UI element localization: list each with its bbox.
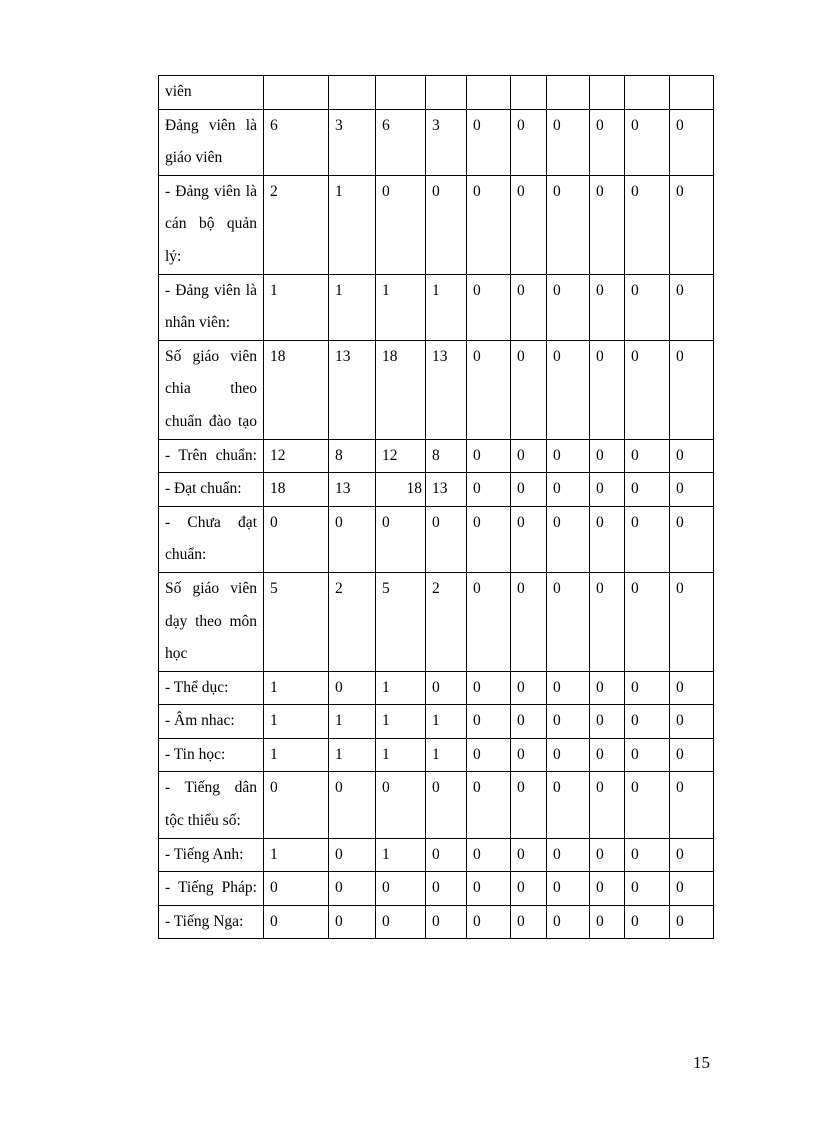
table-cell: 0 [329, 872, 376, 906]
table-cell: 6 [376, 109, 426, 175]
table-cell: 0 [670, 738, 714, 772]
table-cell: 18 [376, 340, 426, 439]
table-row [159, 671, 714, 705]
table-cell: 0 [547, 772, 590, 838]
table-cell: 0 [426, 772, 467, 838]
row-label: - Tiếng dân tộc thiểu số: [159, 772, 264, 838]
table-cell: 0 [625, 175, 670, 274]
table-cell: 0 [511, 175, 547, 274]
table-cell: 18 [264, 473, 329, 507]
row-label: - Tiếng Nga: [159, 905, 264, 939]
row-label: Số giáo viên chia theo chuẩn đào tạo [159, 340, 264, 439]
table-cell: 0 [426, 905, 467, 939]
table-cell [376, 76, 426, 110]
row-label: - Thể dục: [159, 671, 264, 705]
table-cell: 0 [590, 439, 625, 473]
table-cell: 0 [329, 905, 376, 939]
table-cell: 1 [329, 175, 376, 274]
table-cell: 0 [511, 473, 547, 507]
table-cell: 0 [547, 439, 590, 473]
row-label: - Đảng viên là nhân viên: [159, 274, 264, 340]
row-label: - Tiếng Pháp: [159, 872, 264, 906]
table-cell: 0 [511, 506, 547, 572]
table-cell: 1 [376, 705, 426, 739]
table-cell: 0 [264, 506, 329, 572]
table-cell: 0 [511, 109, 547, 175]
table-cell: 0 [590, 274, 625, 340]
table-cell: 13 [329, 473, 376, 507]
table-row [159, 572, 714, 671]
row-label: - Chưa đạt chuẩn: [159, 506, 264, 572]
table-cell [467, 76, 511, 110]
table-cell: 0 [467, 439, 511, 473]
table-cell: 1 [264, 738, 329, 772]
row-label: - Trên chuẩn: [159, 439, 264, 473]
table-cell: 0 [590, 738, 625, 772]
table-cell: 0 [590, 572, 625, 671]
table-cell: 2 [264, 175, 329, 274]
table-cell: 0 [590, 705, 625, 739]
table-cell: 0 [329, 772, 376, 838]
table-cell: 0 [670, 772, 714, 838]
table-cell: 0 [670, 572, 714, 671]
table-cell [329, 76, 376, 110]
table-cell: 0 [511, 671, 547, 705]
table-cell: 0 [467, 772, 511, 838]
table-cell: 0 [511, 340, 547, 439]
row-label: - Tiếng Anh: [159, 838, 264, 872]
table-cell: 0 [670, 109, 714, 175]
statistics-table [158, 75, 714, 939]
table-cell: 0 [511, 872, 547, 906]
table-cell: 8 [426, 439, 467, 473]
table-body [159, 76, 714, 939]
table-cell: 0 [670, 274, 714, 340]
table-row [159, 905, 714, 939]
table-cell [590, 76, 625, 110]
table-cell: 18 [264, 340, 329, 439]
table-cell [264, 76, 329, 110]
table-cell [511, 76, 547, 110]
table-row [159, 473, 714, 507]
row-label: viên [159, 76, 264, 110]
table-row [159, 274, 714, 340]
table-cell: 13 [426, 473, 467, 507]
table-cell: 1 [329, 274, 376, 340]
table-cell: 0 [511, 838, 547, 872]
table-row [159, 872, 714, 906]
table-row [159, 838, 714, 872]
table-cell: 0 [467, 671, 511, 705]
table-cell: 8 [329, 439, 376, 473]
table-cell [625, 76, 670, 110]
table-cell: 0 [511, 572, 547, 671]
table-cell: 0 [329, 671, 376, 705]
table-cell: 0 [329, 838, 376, 872]
table-cell: 0 [670, 340, 714, 439]
table-cell: 0 [625, 506, 670, 572]
table-row [159, 175, 714, 274]
table-cell: 0 [467, 738, 511, 772]
table-cell: 0 [467, 340, 511, 439]
table-cell: 0 [590, 838, 625, 872]
table-cell: 3 [329, 109, 376, 175]
table-cell: 0 [547, 705, 590, 739]
table-row [159, 439, 714, 473]
table-cell: 0 [376, 506, 426, 572]
table-cell: 0 [376, 772, 426, 838]
table-cell: 0 [590, 506, 625, 572]
row-label: - Đạt chuẩn: [159, 473, 264, 507]
table-cell: 3 [426, 109, 467, 175]
table-cell: 0 [547, 738, 590, 772]
row-label: - Tin học: [159, 738, 264, 772]
table-cell: 0 [467, 473, 511, 507]
table-cell: 1 [264, 274, 329, 340]
table-cell: 1 [264, 671, 329, 705]
table-cell: 0 [670, 838, 714, 872]
table-cell: 0 [547, 671, 590, 705]
table-cell: 0 [264, 772, 329, 838]
table-cell: 0 [625, 772, 670, 838]
table-cell: 0 [547, 572, 590, 671]
table-cell: 1 [376, 738, 426, 772]
table-cell: 0 [590, 671, 625, 705]
table-cell: 0 [426, 838, 467, 872]
table-row [159, 738, 714, 772]
table-cell: 0 [547, 872, 590, 906]
table-cell: 0 [467, 838, 511, 872]
table-cell: 0 [467, 175, 511, 274]
table-cell: 0 [329, 506, 376, 572]
page-number: 15 [693, 1053, 710, 1072]
table-cell: 0 [511, 905, 547, 939]
table-cell [670, 76, 714, 110]
table-cell: 18 [376, 473, 426, 507]
table-cell: 0 [511, 738, 547, 772]
table-cell: 0 [625, 738, 670, 772]
table-cell: 1 [426, 738, 467, 772]
table-cell: 0 [467, 274, 511, 340]
table-cell: 0 [625, 109, 670, 175]
table-cell: 0 [376, 872, 426, 906]
table-cell: 1 [329, 705, 376, 739]
table-cell: 0 [625, 439, 670, 473]
table-cell: 0 [511, 772, 547, 838]
table-cell: 0 [547, 175, 590, 274]
table-cell: 2 [426, 572, 467, 671]
table-cell: 0 [670, 506, 714, 572]
table-cell: 0 [426, 671, 467, 705]
table-cell: 5 [376, 572, 426, 671]
table-cell: 0 [547, 838, 590, 872]
table-cell: 12 [264, 439, 329, 473]
table-cell: 0 [467, 905, 511, 939]
table-row [159, 506, 714, 572]
table-cell: 1 [329, 738, 376, 772]
table-cell: 0 [590, 175, 625, 274]
table-cell: 0 [590, 772, 625, 838]
table-cell: 13 [329, 340, 376, 439]
table-cell: 0 [625, 274, 670, 340]
table-cell: 0 [547, 506, 590, 572]
table-cell: 0 [590, 340, 625, 439]
table-cell: 0 [264, 872, 329, 906]
table-cell: 0 [547, 340, 590, 439]
table-cell: 2 [329, 572, 376, 671]
table-cell: 0 [590, 872, 625, 906]
table-cell: 0 [467, 705, 511, 739]
table-cell: 0 [426, 175, 467, 274]
table-cell: 0 [670, 439, 714, 473]
row-label: Đảng viên là giáo viên [159, 109, 264, 175]
table-cell: 0 [625, 905, 670, 939]
table-cell: 0 [467, 872, 511, 906]
row-label: Số giáo viên dạy theo môn học [159, 572, 264, 671]
table-cell: 0 [511, 274, 547, 340]
table-cell: 0 [670, 905, 714, 939]
table-cell: 0 [625, 473, 670, 507]
table-cell: 0 [670, 473, 714, 507]
table-row [159, 705, 714, 739]
table-row [159, 109, 714, 175]
table-cell: 0 [625, 872, 670, 906]
table-cell: 0 [547, 274, 590, 340]
table-cell: 0 [670, 872, 714, 906]
table-cell: 0 [511, 705, 547, 739]
table-cell: 0 [670, 175, 714, 274]
table-cell: 1 [264, 705, 329, 739]
table-cell: 0 [670, 671, 714, 705]
table-cell: 13 [426, 340, 467, 439]
table-cell: 0 [264, 905, 329, 939]
table-cell: 0 [467, 109, 511, 175]
table-cell: 0 [625, 838, 670, 872]
table-cell: 0 [467, 506, 511, 572]
row-label: - Âm nhac: [159, 705, 264, 739]
table-cell: 0 [467, 572, 511, 671]
table-cell: 0 [670, 705, 714, 739]
table-cell [547, 76, 590, 110]
table-cell: 0 [511, 439, 547, 473]
table-cell: 0 [547, 109, 590, 175]
table-cell: 0 [376, 175, 426, 274]
table-cell: 5 [264, 572, 329, 671]
table-cell: 1 [264, 838, 329, 872]
row-label: - Đảng viên là cán bộ quản lý: [159, 175, 264, 274]
table-cell: 0 [426, 872, 467, 906]
table-cell: 6 [264, 109, 329, 175]
table-cell: 0 [625, 572, 670, 671]
table-row [159, 340, 714, 439]
table-cell: 0 [590, 109, 625, 175]
table-cell: 0 [625, 671, 670, 705]
table-cell: 1 [426, 705, 467, 739]
table-cell: 0 [426, 506, 467, 572]
table-cell: 0 [547, 905, 590, 939]
table-cell: 1 [376, 274, 426, 340]
table-cell: 12 [376, 439, 426, 473]
table-cell [426, 76, 467, 110]
table-cell: 0 [590, 473, 625, 507]
table-cell: 1 [376, 838, 426, 872]
table-row [159, 772, 714, 838]
table-cell: 1 [376, 671, 426, 705]
table-row [159, 76, 714, 110]
table-cell: 0 [547, 473, 590, 507]
table-cell: 0 [625, 705, 670, 739]
table-cell: 0 [376, 905, 426, 939]
table-cell: 0 [625, 340, 670, 439]
table-cell: 1 [426, 274, 467, 340]
table-cell: 0 [590, 905, 625, 939]
